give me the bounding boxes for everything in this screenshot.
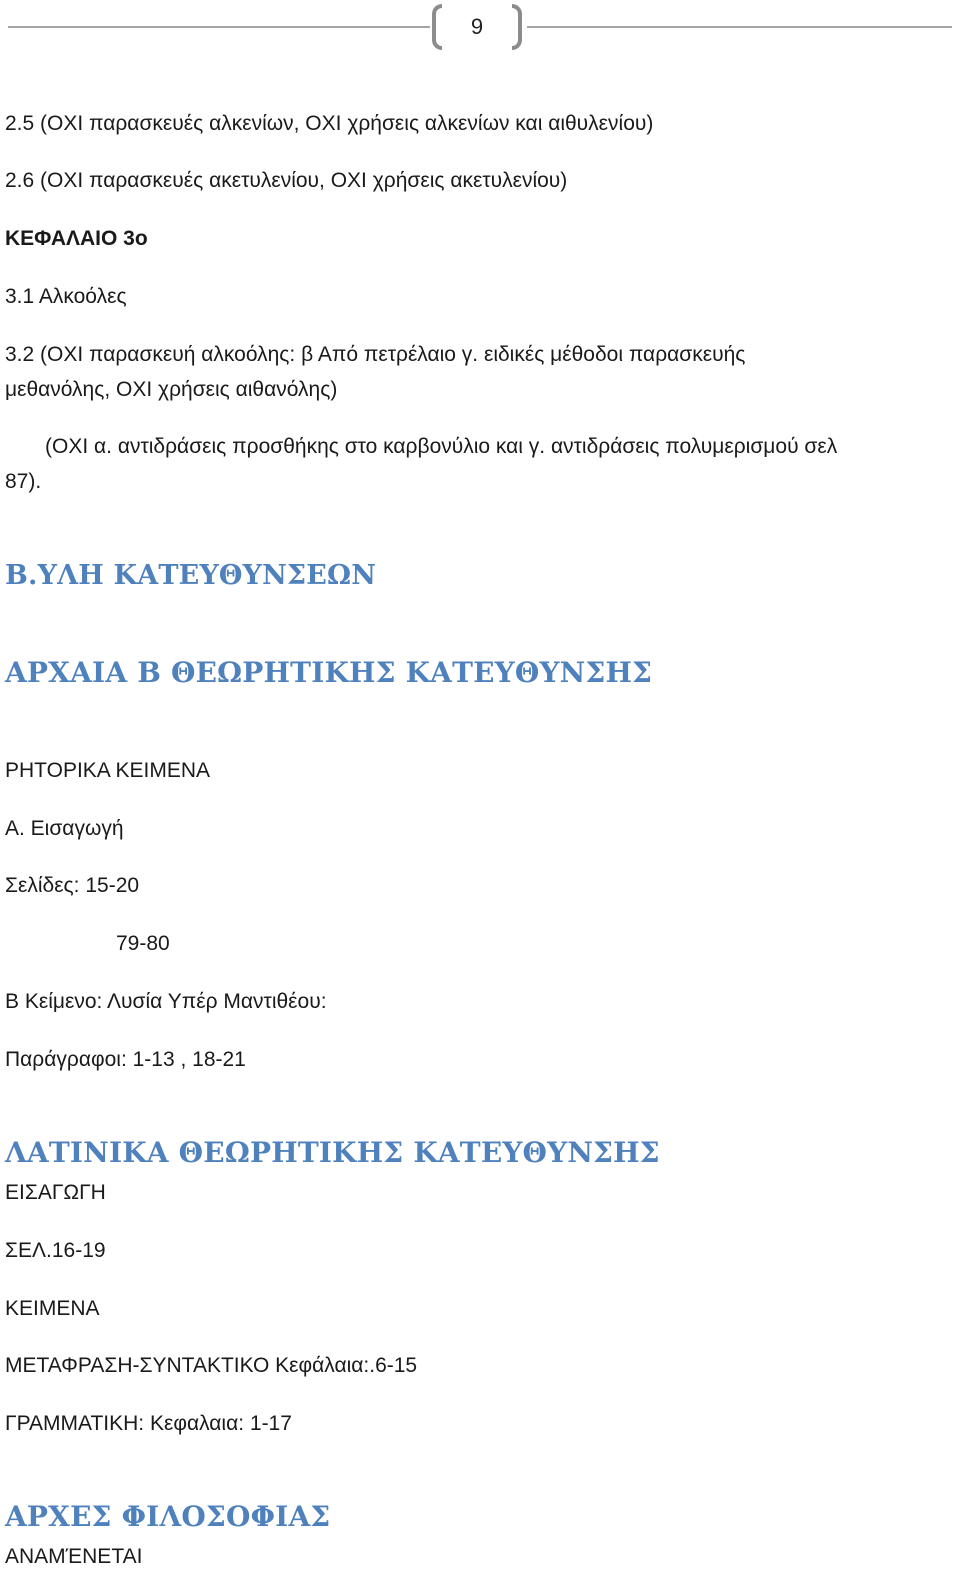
- header-rule-right: [527, 26, 952, 28]
- latinika-keimena: ΚΕΙΜΕΝΑ: [5, 1297, 100, 1320]
- left-bracket-icon: [432, 4, 442, 50]
- archaia-paragrafoi: Παράγραφοι: 1-13 , 18-21: [5, 1048, 246, 1071]
- archaia-selides-extra: 79-80: [116, 932, 170, 955]
- item-3-1: 3.1 Αλκοόλες: [5, 285, 127, 308]
- chapter-3-title: ΚΕΦΑΛΑΙΟ 3ο: [5, 227, 148, 250]
- archaia-keimeno: Β Κείμενο: Λυσία Υπέρ Μαντιθέου:: [5, 990, 327, 1013]
- right-bracket-icon: [512, 4, 522, 50]
- note-line-2: 87).: [5, 470, 42, 493]
- section-heading-latinika: ΛΑΤΙΝΙΚΑ ΘΕΩΡΗΤΙΚΗΣ ΚΑΤΕΥΘΥΝΣΗΣ: [5, 1136, 660, 1169]
- latinika-metafrasi: ΜΕΤΑΦΡΑΣΗ-ΣΥΝΤΑΚΤΙΚΟ Κεφάλαια:.6-15: [5, 1354, 418, 1377]
- latinika-grammatiki: ΓΡΑΜΜΑΤΙΚΗ: Κεφαλαια: 1-17: [5, 1412, 292, 1435]
- filosofia-status: ΑΝΑΜΈΝΕΤΑΙ: [5, 1545, 143, 1568]
- section-heading-yli-kateuthynseon: Β.ΥΛΗ ΚΑΤΕΥΘΥΝΣΕΩΝ: [5, 560, 377, 591]
- item-2-5: 2.5 (ΟΧΙ παρασκευές αλκενίων, ΟΧΙ χρήσεις αλκενίων και αιθυλενίου): [5, 112, 654, 135]
- archaia-eisagogi: Α. Εισαγωγή: [5, 817, 124, 840]
- note-line-1: (ΟΧΙ α. αντιδράσεις προσθήκης στο καρβονύλιο και γ. αντιδράσεις πολυμερισμού σελ: [45, 435, 838, 458]
- page-number: 9: [470, 14, 484, 39]
- rhetorika-keimena: ΡΗΤΟΡΙΚΑ ΚΕΙΜΕΝΑ: [5, 759, 211, 782]
- item-3-2-line-1: 3.2 (ΟΧΙ παρασκευή αλκοόλης: β Από πετρέλαιο γ. ειδικές μέθοδοι παρασκευής: [5, 343, 746, 366]
- item-2-6: 2.6 (ΟΧΙ παρασκευές ακετυλενίου, ΟΧΙ χρήσεις ακετυλενίου): [5, 169, 568, 192]
- archaia-selides: Σελίδες: 15-20: [5, 874, 140, 897]
- page-header: [0, 0, 960, 60]
- item-3-2-line-2: μεθανόλης, ΟΧΙ χρήσεις αιθανόλης): [5, 378, 338, 401]
- latinika-sel: ΣΕΛ.16-19: [5, 1239, 106, 1262]
- header-rule-left: [8, 26, 430, 28]
- latinika-eisagogi: ΕΙΣΑΓΩΓΗ: [5, 1181, 106, 1204]
- section-heading-filosofia: ΑΡΧΕΣ ΦΙΛΟΣΟΦΙΑΣ: [5, 1500, 331, 1533]
- section-heading-archaia: ΑΡΧΑΙΑ Β ΘΕΩΡΗΤΙΚΗΣ ΚΑΤΕΥΘΥΝΣΗΣ: [5, 656, 653, 689]
